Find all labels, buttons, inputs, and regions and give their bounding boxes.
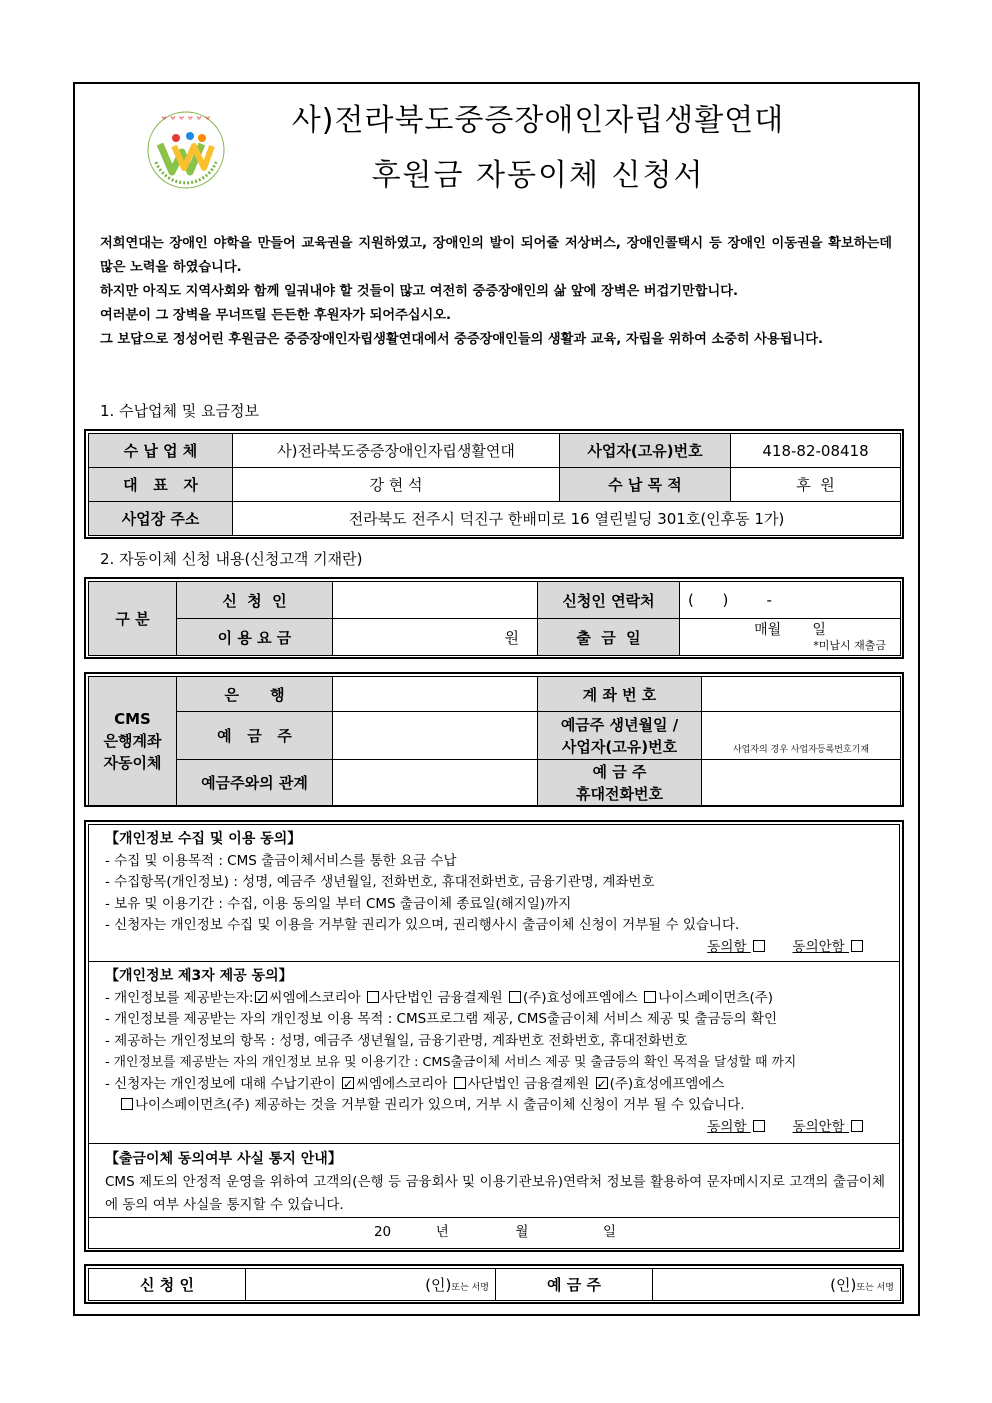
holder-input[interactable] [333,712,538,760]
applicant-sign-field[interactable] [246,1269,496,1301]
contact-input[interactable]: ( ) - [680,582,901,619]
org-checkbox[interactable] [454,1077,466,1089]
consent-line: - 수집항목(개인정보) : 성명, 예금주 생년월일, 전화번호, 휴대전화번호, 금융기관명, 계좌번호 [105,874,655,890]
date-day-label: 일 [603,1224,617,1240]
disagree-option[interactable] [793,1119,865,1135]
relation-input[interactable] [333,760,538,806]
consent-third-party-title: 【개인정보 제3자 제공 동의】 [105,968,293,984]
section1-title: 1. 수납업체 및 요금정보 [100,402,260,420]
seal-mark: (인) [830,1276,857,1294]
agree-checkbox[interactable] [753,1120,765,1132]
consent-line-suffix: 제공하는 것을 거부할 권리가 있으며, 거부 시 출금이체 신청이 거부 될 수 있습니다. [254,1097,745,1113]
cms-group-label [89,677,177,806]
org-label: 나이스페이먼츠(주) [135,1097,250,1113]
org-label: 나이스페이먼츠(주) [658,989,774,1006]
purpose-label: 수 납 목 적 [560,468,731,502]
date-year-label: 년 [435,1224,449,1240]
address-value: 전라북도 전주시 덕진구 한배미로 16 열린빌딩 301호(인후동 1가) [233,502,901,536]
date-line [89,1218,899,1248]
agree-label: 동의함 [707,938,747,955]
purpose-value: 후 원 [731,468,901,502]
applicant-input[interactable] [333,582,538,619]
consent-line-prefix: - 개인정보를 제공받는자: [105,989,254,1006]
org-checkbox[interactable] [121,1098,133,1110]
org-label: 씨엠에스코리아 [356,1075,448,1092]
org-label: 사단법인 금융결제원 [381,989,503,1006]
address-label: 사업장 주소 [89,502,233,536]
rep-label: 대 표 자 [89,468,233,502]
consent-collection [89,825,899,962]
org-label: 씨엠에스코리아 [269,989,361,1006]
payee-value: 사)전라북도중증장애인자립생활연대 [233,434,560,468]
consent-collection-title: 【개인정보 수집 및 이용 동의】 [105,831,302,847]
seal-note: 또는 서명 [451,1283,489,1293]
disagree-option[interactable] [793,939,865,955]
consent-third-party-agree [105,1117,885,1139]
fee-label: 이 용 요 금 [177,619,333,656]
contact-label: 신청인 연락처 [538,582,680,619]
bank-label: 은 행 [177,677,333,712]
consent-line-prefix: - 신청자는 개인정보에 대해 수납기관이 [105,1075,336,1092]
intro-paragraph: 저희연대는 장애인 야학을 만들어 교육권을 지원하였고, 장애인의 발이 되어줄 저상버스, 장애인콜택시 등 장애인 이동권을 확보하는데 많은 노력을 하였습니다. [100,236,892,275]
phone-label-line: 예 금 주 [592,762,647,781]
consent-line: - 수집 및 이용목적 : CMS 출금이체서비스를 통한 요금 수납 [105,852,457,869]
phone-label [538,760,702,806]
bank-input[interactable] [333,677,538,712]
org-label: (주)효성에프엠에스 [609,1075,725,1092]
consent-notice-title: 【출금이체 동의여부 사실 통지 안내】 [105,1151,342,1167]
holder-birth-label-line: 사업자(고유)번호 [561,737,678,756]
withdraw-input[interactable] [680,619,901,656]
applicant-label: 신 청 인 [177,582,333,619]
payee-label: 수 납 업 체 [89,434,233,468]
holder-birth-label-line: 예금주 생년월일 / [560,715,679,734]
seal-note: 또는 서명 [856,1283,894,1293]
title-line-1: 사)전라북도중증장애인자립생활연대 [291,103,785,138]
applicant-sign-label: 신 청 인 [89,1269,246,1301]
organization-logo [138,102,234,192]
agree-label: 동의함 [707,1118,747,1135]
consent-inner [88,824,900,1249]
withdraw-note: *미납시 재출금 [813,638,886,652]
withdraw-label: 출 금 일 [538,619,680,656]
holder-sign-label: 예 금 주 [496,1269,653,1301]
org-checkbox[interactable] [644,991,656,1003]
holder-birth-note: 사업자의 경우 사업자등록번호기재 [732,745,870,755]
disagree-checkbox[interactable] [851,1120,863,1132]
consent-line: - 제공하는 개인정보의 항목 : 성명, 예금주 생년월일, 금융기관명, 계좌번호 전화번호, 휴대전화번호 [105,1032,688,1049]
relation-label: 예금주와의 관계 [177,760,333,806]
consent-notice [89,1144,899,1218]
disagree-label: 동의안함 [792,938,845,955]
cms-group-label-line: 은행계좌 [103,732,162,750]
agree-option[interactable] [707,1119,766,1135]
org-checkbox[interactable] [596,1077,608,1089]
disagree-checkbox[interactable] [851,940,863,952]
consent-line [105,988,885,1010]
fee-input[interactable] [333,619,538,656]
title-line-2: 후원금 자동이체 신청서 [371,158,705,193]
cms-table [84,672,904,807]
intro-paragraph: 그 보답으로 정성어린 후원금은 중증장애인자립생활연대에서 중증장애인들의 생활과 교육, 자립을 위하여 소중히 사용됩니다. [100,332,823,347]
consent-line [105,1074,885,1096]
date-month-label: 월 [515,1224,529,1240]
application-table [84,577,904,659]
fee-unit: 원 [504,628,519,647]
date-year-prefix: 20 [373,1224,392,1240]
consent-collection-agree [105,937,885,959]
account-label: 계 좌 번 호 [538,677,702,712]
svg-text:ᄫᄫᄫᄫᄫᄫ: ᄫᄫᄫᄫᄫᄫ [159,117,213,127]
intro-text [100,232,892,352]
agree-option[interactable] [707,939,766,955]
phone-input[interactable] [702,760,901,806]
org-checkbox[interactable] [342,1077,354,1089]
bizno-label: 사업자(고유)번호 [560,434,731,468]
consent-notice-body: CMS 제도의 안정적 운영을 위하여 고객의(은행 등 금융회사 및 이용기관보유)연락처 정보를 활용하여 문자메시지로 고객의 출금이체에 동의 여부 사실을 통지할 수 있습니다. [105,1174,885,1213]
intro-paragraph: 하지만 아직도 지역사회와 함께 일궈내야 할 것들이 많고 여전히 중증장애인의 삶 앞에 장벽은 버겁기만합니다. [100,284,738,299]
holder-sign-field[interactable] [653,1269,901,1301]
agree-checkbox[interactable] [753,940,765,952]
phone-label-line: 휴대전화번호 [576,784,663,803]
holder-label: 예 금 주 [177,712,333,760]
signature-table [84,1264,904,1304]
consent-line: - 보유 및 이용기간 : 수집, 이용 동의일 부터 CMS 출금이체 종료일(해지일)까지 [105,895,572,912]
org-checkbox[interactable] [255,991,267,1003]
payee-info-table [84,429,904,539]
org-label: (주)효성에프엠에스 [522,989,638,1006]
withdraw-value: 매월 일 [754,621,826,638]
account-input[interactable] [702,677,901,712]
consent-line: - 개인정보를 제공받는 자의 개인정보 이용 목적 : CMS프로그램 제공, CMS출금이체 서비스 제공 및 출금등의 확인 [105,1011,778,1027]
org-checkbox[interactable] [367,991,379,1003]
intro-paragraph: 여러분이 그 장벽을 무너뜨릴 든든한 후원자가 되어주십시오. [100,308,452,323]
consent-third-party [89,962,899,1144]
org-label: 사단법인 금융결제원 [467,1075,590,1092]
rep-value: 강 현 석 [233,468,560,502]
consent-line: - 개인정보를 제공받는 자의 개인정보 보유 및 이용기간 : CMS출금이체 서비스 제공 및 출금등의 확인 목적을 달성할 때 까지 [105,1055,797,1070]
consent-line: - 신청자는 개인정보 수집 및 이용을 거부할 권리가 있으며, 권리행사시 출금이체 신청이 거부될 수 있습니다. [105,917,740,933]
consent-section [84,820,904,1252]
cms-group-label-line: CMS [114,710,151,728]
org-checkbox[interactable] [509,991,521,1003]
seal-mark: (인) [425,1276,452,1294]
cms-group-label-line: 자동이체 [103,754,162,772]
bizno-value: 418-82-08418 [731,434,901,468]
section2-title: 2. 자동이체 신청 내용(신청고객 기재란) [100,550,363,568]
consent-line [105,1095,885,1117]
holder-birth-label [538,712,702,760]
disagree-label: 동의안함 [792,1118,845,1135]
holder-birth-input[interactable] [702,712,901,760]
category-label: 구 분 [89,582,177,656]
